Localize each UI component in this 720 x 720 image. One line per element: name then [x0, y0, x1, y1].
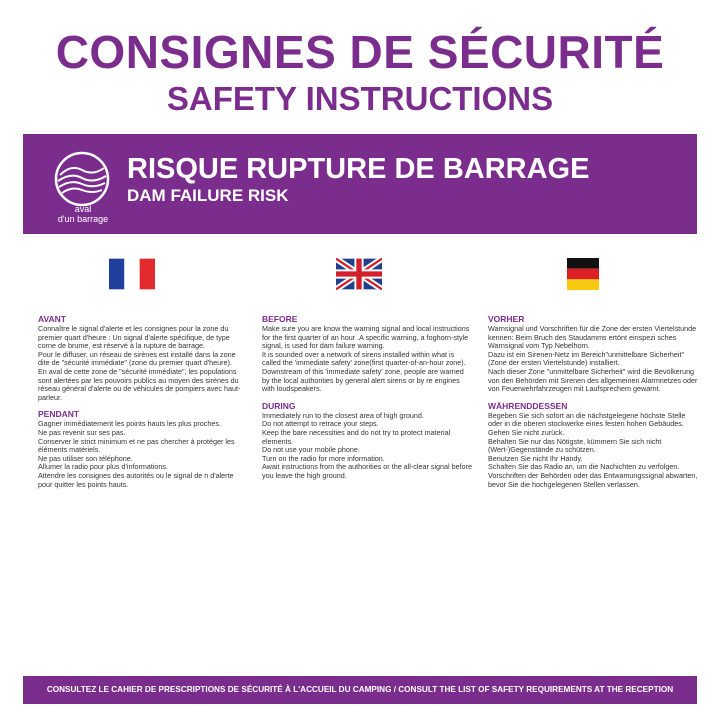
section-text-during-fr: Gagner immédiatement les points hauts les plus proches. Ne pas revenir sur ses pas. Conserver le strict minimum et ne pas chercher à protéger les éléments matériels. Ne pas utiliser son téléphone. Allumer la radio pour plus d'informations. Attendre les consignes des autorités ou le signal de n d'alerte pour quitter les points hauts. — [38, 419, 235, 489]
section-heading-before-en: BEFORE — [262, 314, 298, 324]
section-text-during-en: Immediately run to the closest area of high ground. Do not attempt to retrace your steps. Keep the bare necessities and do not try to protect material elements. Do not use your mobile phone. Turn on the radio for more information. Await instructions from the authorities or the all-clear signal before you leave the high ground. — [262, 410, 473, 480]
dam-wave-icon — [53, 150, 111, 208]
flag-germany-icon — [560, 258, 606, 290]
section-text-before-de: Warnsignal und Vorschriften für die Zone der ersten Viertelstunde kennen: Beim Bruch des Staudamms ertönt einspezi sches Warnsignal vom Typ Nebelhorn. Dazu ist ein Sirenen-Netz im Bereich"unmittelbare Sicherheit" (Zone der ersten Viertelstunde) installiert. Nach dieser Zone "unmittelbare Sicherheit" wird die Bevölkerung von den Behörden mit Sirenen des allgemeinen Alarmnetzes oder von Feuerwehrfahrzeugen mit Laufsprechem gewarnt. — [488, 324, 698, 394]
section-text-before-en: Make sure you are know the warning signal and local instructions for the first quarter of an hour .A specific warning, a foghorn-style signal, is used for dam failure warning. It is sounded over a network of sirens installed within what is called the 'immediate safety' zone(first quarter-of-an-hour zone). Downstream of this 'immediate safety' zone, people are warned by the local authorities by general alert sirens or by re engines with loudspeakers. — [262, 324, 470, 394]
section-text-during-de: Begeben Sie sich sofort an die nächstgelegene höchste Stelle oder in die oberen stockwerke eines festen hohen Gebäudes. Gehen Sie nicht zurück. Behalten Sie nur das Nötigste, kümmern Sie sich nicht (Wert-)Gegenstände zu schützen. Benutzen Sie nicht Ihr Handy. Schalten Sie das Radio an, um die Nachichten zu verfolgen. Vorschriften der Behörden oder das Entwamungssignal abwarten, bevor Sie die hochgelegenen Stellen verlassen. — [488, 410, 698, 489]
section-heading-before-fr: AVANT — [38, 314, 67, 324]
risk-title-en: DAM FAILURE RISK — [127, 186, 289, 205]
section-heading-during-de: WÄHRENDDESSEN — [488, 400, 568, 411]
page-title-fr: CONSIGNES DE SÉCURITÉ — [55, 26, 665, 78]
flag-france-icon — [109, 258, 155, 290]
section-heading-during-en: DURING — [262, 400, 296, 411]
column-german — [488, 314, 698, 490]
column-french — [38, 314, 248, 490]
section-heading-before-de: VORHER — [488, 314, 525, 324]
risk-banner — [23, 134, 697, 234]
column-english — [262, 314, 472, 482]
section-heading-during-fr: PENDANT — [38, 409, 80, 420]
section-text-before-fr: Connaître le signal d'alerte et les consignes pour la zone du premier quart d'heure : Un signal d'alerte spécifique, de type corne de brume, est réservé à la rupture de barrage. Pour le diffuser, un réseau de sirènes est installé dans la zone dite de "sécurité immédiate" (zone du premier quart d'heure). En aval de cette zone de "sécurité immédiate", les populations sont alertées par les pouvoirs publics au moyen des sirènes du réseau général d'alerte ou de véhicules de pompiers avec haut-parleur. — [38, 324, 241, 402]
logo-caption: aval d'un barrage — [57, 204, 109, 224]
footer-notice: CONSULTEZ LE CAHIER DE PRESCRIPTIONS DE SÉCURITÉ À L'ACCUEIL DU CAMPING / CONSULT THE LIST OF SAFETY REQUIREMENTS AT THE RECEPTION — [23, 676, 697, 704]
flag-uk-icon — [336, 258, 382, 290]
page-title-en: SAFETY INSTRUCTIONS — [166, 80, 554, 117]
risk-title-fr: RISQUE RUPTURE DE BARRAGE — [127, 153, 590, 185]
